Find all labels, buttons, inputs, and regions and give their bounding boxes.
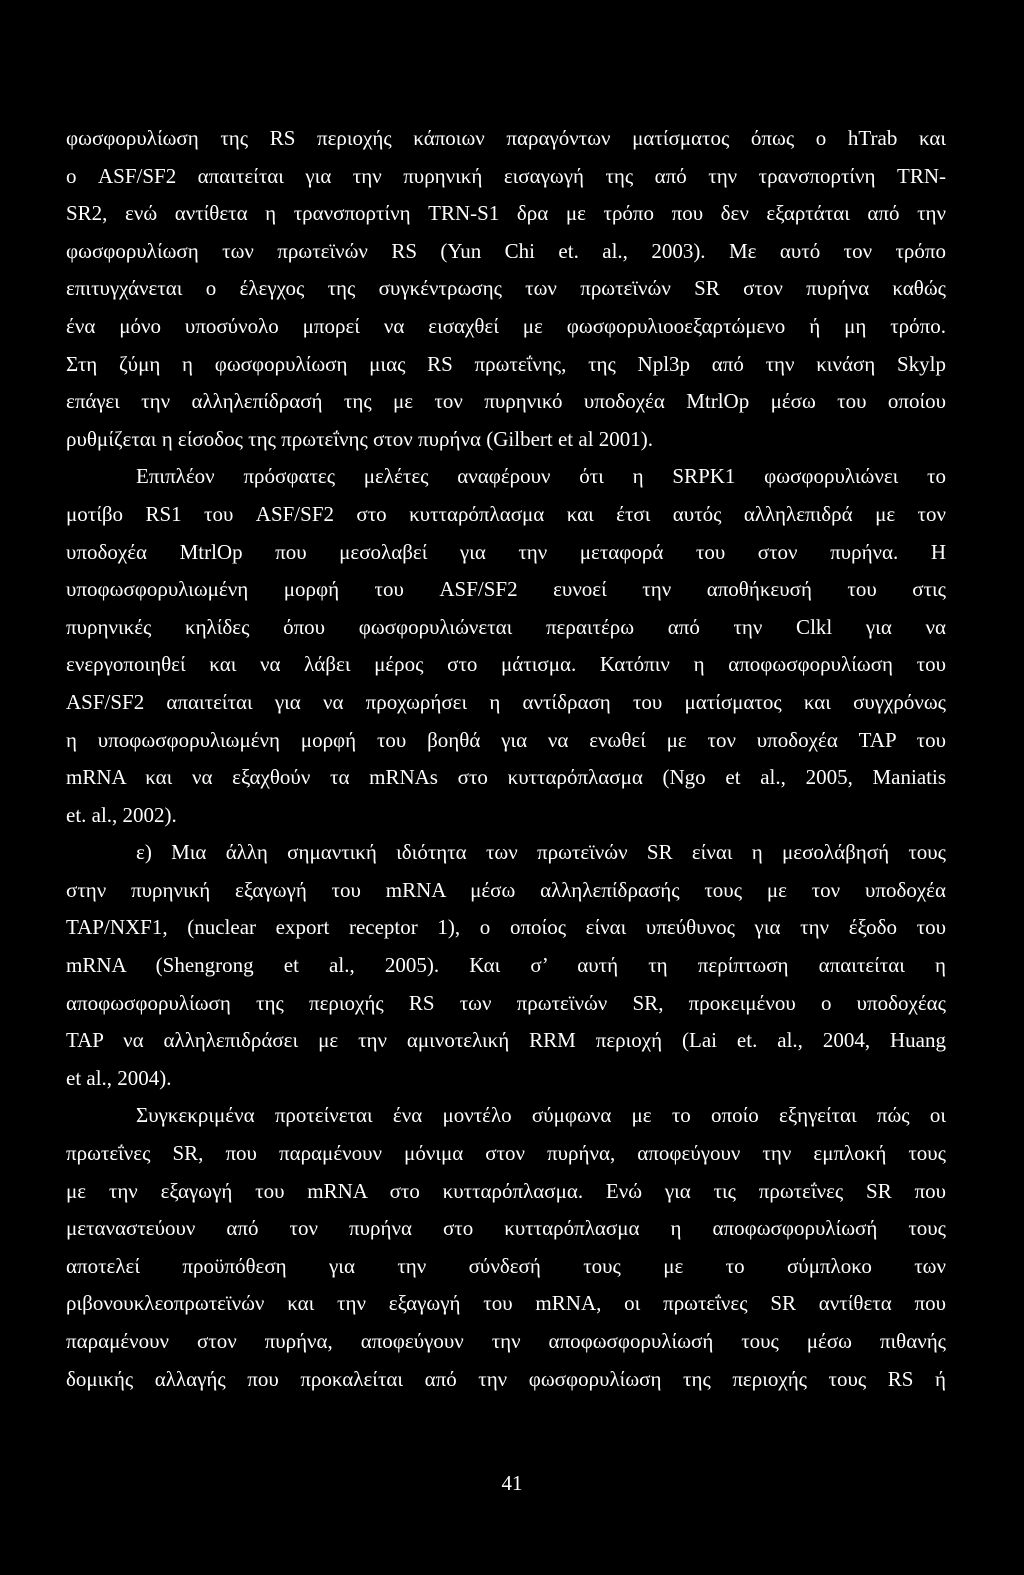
text-line: SR2, ενώ αντίθετα η τρανσπορτίνη TRN-S1 δρα με τρόπο που δεν εξαρτάται από την — [66, 201, 946, 226]
text-line: ASF/SF2 απαιτείται για να προχωρήσει η αντίδραση του ματίσματος και συγχρόνως — [66, 689, 946, 714]
text-line: πυρηνικές κηλίδες όπου φωσφορυλιώνεται περαιτέρω από την Clkl για να — [66, 614, 946, 639]
text-line: Επιπλέον πρόσφατες μελέτες αναφέρουν ότι η SRPK1 φωσφορυλιώνει το — [136, 464, 946, 489]
text-line: πρωτεΐνες SR, που παραμένουν μόνιμα στον πυρήνα, αποφεύγουν την εμπλοκή τους — [66, 1141, 946, 1166]
text-line: με την εξαγωγή του mRNA στο κυτταρόπλασμα. Ενώ για τις πρωτεΐνες SR που — [66, 1178, 946, 1203]
text-line: δομικής αλλαγής που προκαλείται από την φωσφορυλίωση της περιοχής τους RS ή — [66, 1366, 946, 1391]
text-line: επάγει την αλληλεπίδρασή της με τον πυρηνικό υποδοχέα MtrlOp μέσω του οποίου — [66, 389, 946, 414]
text-line: ρυθμίζεται η είσοδος της πρωτεΐνης στον πυρήνα (Gilbert et al 2001). — [66, 426, 654, 451]
text-line: μεταναστεύουν από τον πυρήνα στο κυτταρόπλασμα η αποφωσφορυλίωσή τους — [66, 1216, 946, 1241]
text-line: μοτίβο RS1 του ASF/SF2 στο κυτταρόπλασμα και έτσι αυτός αλληλεπιδρά με τον — [66, 501, 946, 526]
text-line: ε) Μια άλλη σημαντική ιδιότητα των πρωτεϊνών SR είναι η μεσολάβησή τους — [136, 840, 946, 865]
text-line: φωσφορυλίωση των πρωτεϊνών RS (Yun Chi et. al., 2003). Με αυτό τον τρόπο — [66, 238, 946, 263]
page-number: 41 — [501, 1471, 523, 1495]
text-line: φωσφορυλίωση της RS περιοχής κάποιων παραγόντων ματίσματος όπως ο hTrab και — [66, 126, 946, 150]
text-line: στην πυρηνική εξαγωγή του mRNA μέσω αλληλεπίδρασής τους με τον υποδοχέα — [66, 877, 946, 902]
text-line: mRNA και να εξαχθούν τα mRNAs στο κυτταρόπλασμα (Ngo et al., 2005, Maniatis — [66, 765, 946, 790]
text-line: mRNA (Shengrong et al., 2005). Και σ’ αυτή τη περίπτωση απαιτείται η — [66, 953, 946, 978]
text-line: et. al., 2002). — [66, 802, 177, 827]
text-line: TAP/NXF1, (nuclear export receptor 1), ο οποίος είναι υπεύθυνος για την έξοδο του — [66, 915, 946, 940]
document-body — [66, 120, 946, 1398]
text-line: Συγκεκριμένα προτείνεται ένα μοντέλο σύμφωνα με το οποίο εξηγείται πώς οι — [136, 1103, 946, 1128]
text-line: υποδοχέα MtrlOp που μεσολαβεί για την μεταφορά του στον πυρήνα. Η — [66, 539, 946, 564]
text-line: αποτελεί προϋπόθεση για την σύνδεσή τους με το σύμπλοκο των — [66, 1253, 946, 1278]
text-line: αποφωσφορυλίωση της περιοχής RS των πρωτεϊνών SR, προκειμένου ο υποδοχέας — [66, 990, 946, 1015]
text-line: ένα μόνο υποσύνολο μπορεί να εισαχθεί με φωσφορυλιοοεξαρτώμενο ή μη τρόπο. — [66, 313, 946, 338]
text-line: ο ASF/SF2 απαιτείται για την πυρηνική εισαγωγή της από την τρανσπορτίνη TRN- — [66, 163, 946, 188]
text-line: επιτυγχάνεται ο έλεγχος της συγκέντρωσης των πρωτεϊνών SR στον πυρήνα καθώς — [66, 276, 946, 301]
text-line: TAP να αλληλεπιδράσει με την αμινοτελική RRM περιοχή (Lai et. al., 2004, Huang — [66, 1028, 946, 1053]
text-line: παραμένουν στον πυρήνα, αποφεύγουν την αποφωσφορυλίωσή τους μέσω πιθανής — [66, 1329, 946, 1353]
text-line: υποφωσφορυλιωμένη μορφή του ASF/SF2 ευνοεί την αποθήκευσή του στις — [66, 577, 946, 602]
text-line: ενεργοποιηθεί και να λάβει μέρος στο μάτισμα. Κατόπιν η αποφωσφορυλίωση του — [66, 652, 946, 677]
text-line: et al., 2004). — [66, 1065, 172, 1090]
text-line: η υποφωσφορυλιωμένη μορφή του βοηθά για να ενωθεί με τον υποδοχέα TAP του — [66, 727, 946, 752]
text-line: Στη ζύμη η φωσφορυλίωση μιας RS πρωτεΐνης, της Npl3p από την κινάση Skylp — [66, 351, 946, 376]
text-line: ριβονουκλεοπρωτεϊνών και την εξαγωγή του mRNA, οι πρωτεΐνες SR αντίθετα που — [66, 1291, 946, 1316]
